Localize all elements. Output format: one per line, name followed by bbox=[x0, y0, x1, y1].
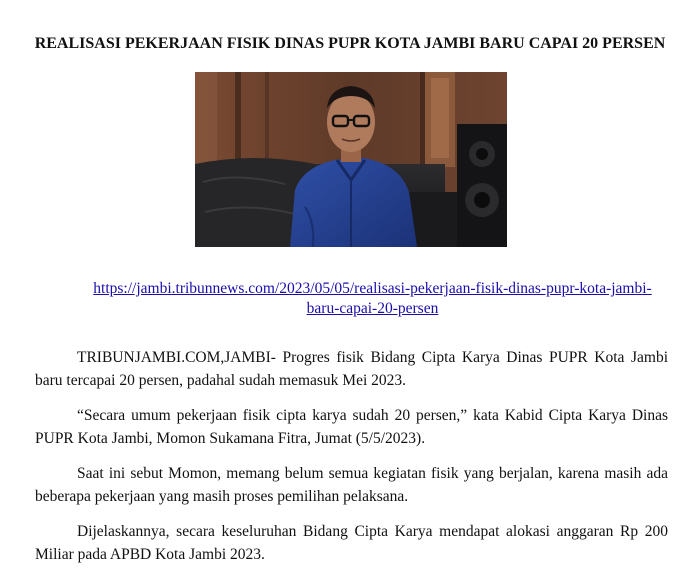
article-photo bbox=[195, 72, 507, 247]
source-link[interactable]: https://jambi.tribunnews.com/2023/05/05/realisasi-pekerjaan-fisik-dinas-pupr-kota-jambi-baru-capai-20-persen bbox=[93, 280, 652, 317]
portrait-photo-icon bbox=[195, 72, 507, 247]
paragraph: Dijelaskannya, secara keseluruhan Bidang Cipta Karya mendapat alokasi anggaran Rp 200 Miliar pada APBD Kota Jambi 2023. bbox=[35, 523, 668, 563]
source-link-container bbox=[80, 279, 665, 319]
article-title: REALISASI PEKERJAAN FISIK DINAS PUPR KOTA JAMBI BARU CAPAI 20 PERSEN bbox=[34, 35, 666, 52]
paragraph: TRIBUNJAMBI.COM,JAMBI- Progres fisik Bidang Cipta Karya Dinas PUPR Kota Jambi baru tercapai 20 persen, padahal sudah memasuk Mei 2023. bbox=[35, 349, 668, 389]
paragraph: Saat ini sebut Momon, memang belum semua kegiatan fisik yang berjalan, karena masih ada beberapa pekerjaan yang masih proses pemilihan pelaksana. bbox=[35, 465, 668, 505]
paragraph: “Secara umum pekerjaan fisik cipta karya sudah 20 persen,” kata Kabid Cipta Karya Dinas PUPR Kota Jambi, Momon Sukamana Fitra, Jumat (5/5/2023). bbox=[35, 407, 668, 447]
article-body bbox=[35, 346, 668, 578]
